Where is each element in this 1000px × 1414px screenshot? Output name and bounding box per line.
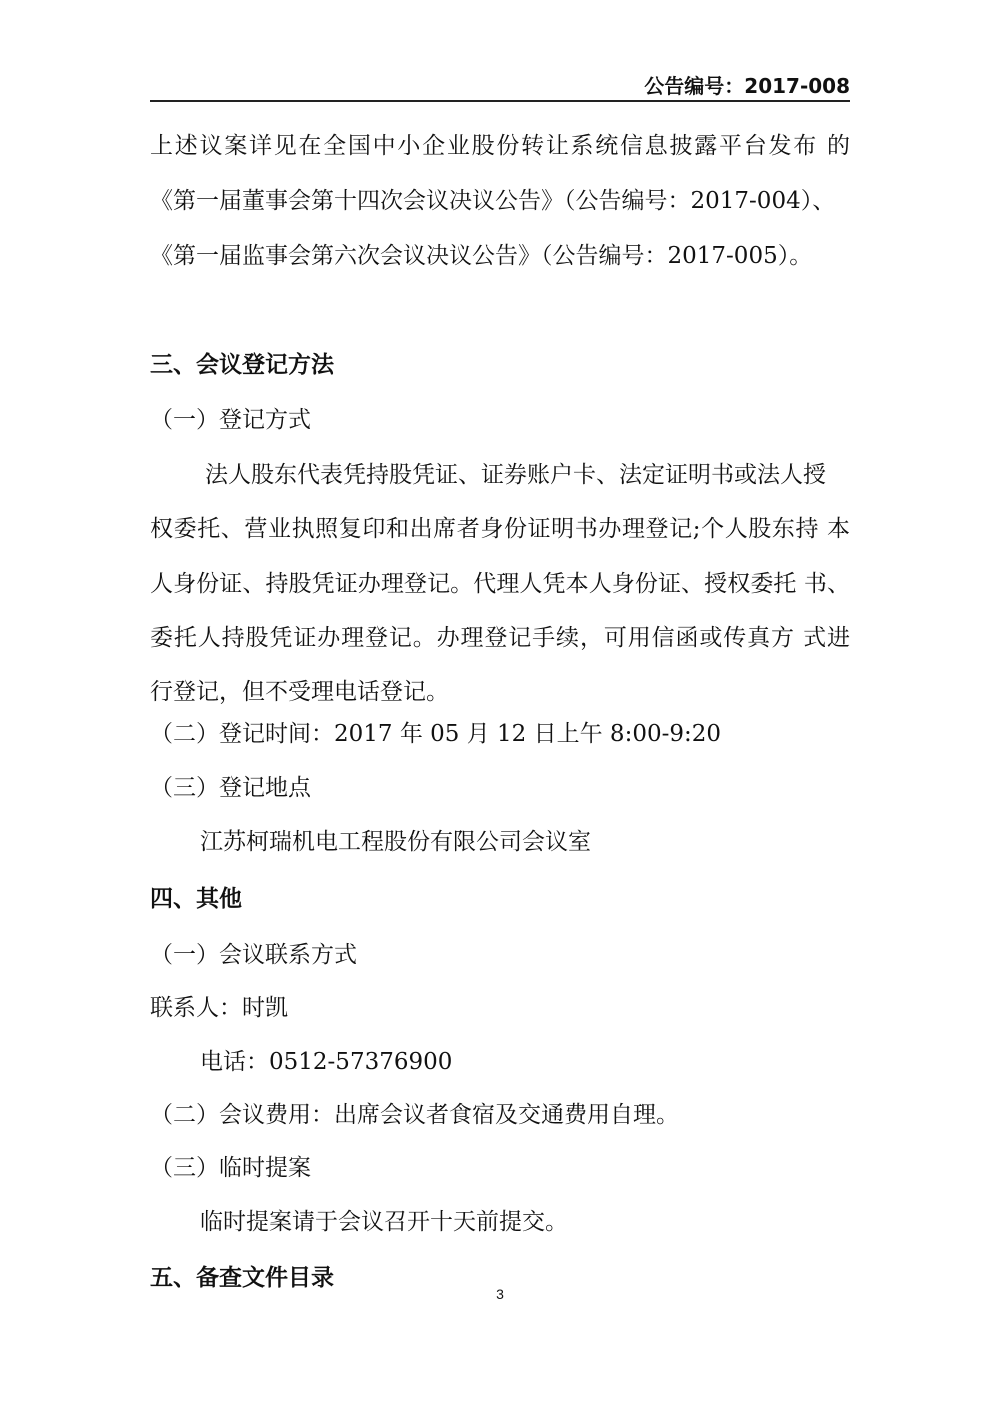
section-3-sub1-line-5: 行登记，但不受理电话登记。	[150, 679, 449, 705]
section-3-sub3-title: （三）登记地点	[150, 775, 311, 801]
section-3-sub2: （二）登记时间：2017 年 05 月 12 日上午 8:00-9:20	[150, 721, 722, 747]
contact-person: 联系人：时凯	[150, 995, 288, 1021]
section-4-title: 四、其他	[150, 886, 242, 912]
section-3-sub1-line-4: 委托人持股凭证办理登记。办理登记手续，可用信函或传真方 式进	[150, 625, 850, 651]
section-3-sub1-title: （一）登记方式	[150, 407, 311, 433]
intro-line-1: 上述议案详见在全国中小企业股份转让系统信息披露平台发布 的	[150, 133, 850, 159]
section-4-sub2: （二）会议费用：出席会议者食宿及交通费用自理。	[150, 1102, 679, 1128]
contact-phone: 电话：0512-57376900	[200, 1049, 453, 1075]
header-rule	[150, 100, 850, 102]
section-4-sub3-title: （三）临时提案	[150, 1155, 311, 1181]
section-3-sub1-line-2: 权委托、营业执照复印和出席者身份证明书办理登记;个人股东持 本	[150, 516, 850, 542]
announcement-number: 公告编号：2017-008	[644, 74, 850, 98]
intro-line-2: 《第一届董事会第十四次会议决议公告》（公告编号：2017-004）、	[150, 188, 836, 214]
section-4-sub1-title: （一）会议联系方式	[150, 942, 357, 968]
section-4-sub3-value: 临时提案请于会议召开十天前提交。	[200, 1209, 568, 1235]
section-3-sub1-line-1: 法人股东代表凭持股凭证、证券账户卡、法定证明书或法人授	[205, 462, 826, 488]
section-3-sub3-value: 江苏柯瑞机电工程股份有限公司会议室	[200, 829, 591, 855]
section-5-title: 五、备查文件目录	[150, 1265, 334, 1291]
page-number: 3	[496, 1286, 504, 1302]
intro-line-3: 《第一届监事会第六次会议决议公告》（公告编号：2017-005）。	[150, 243, 813, 269]
section-3-sub1-line-3: 人身份证、持股凭证办理登记。代理人凭本人身份证、授权委托 书、	[150, 571, 850, 597]
section-3-title: 三、会议登记方法	[150, 352, 334, 378]
